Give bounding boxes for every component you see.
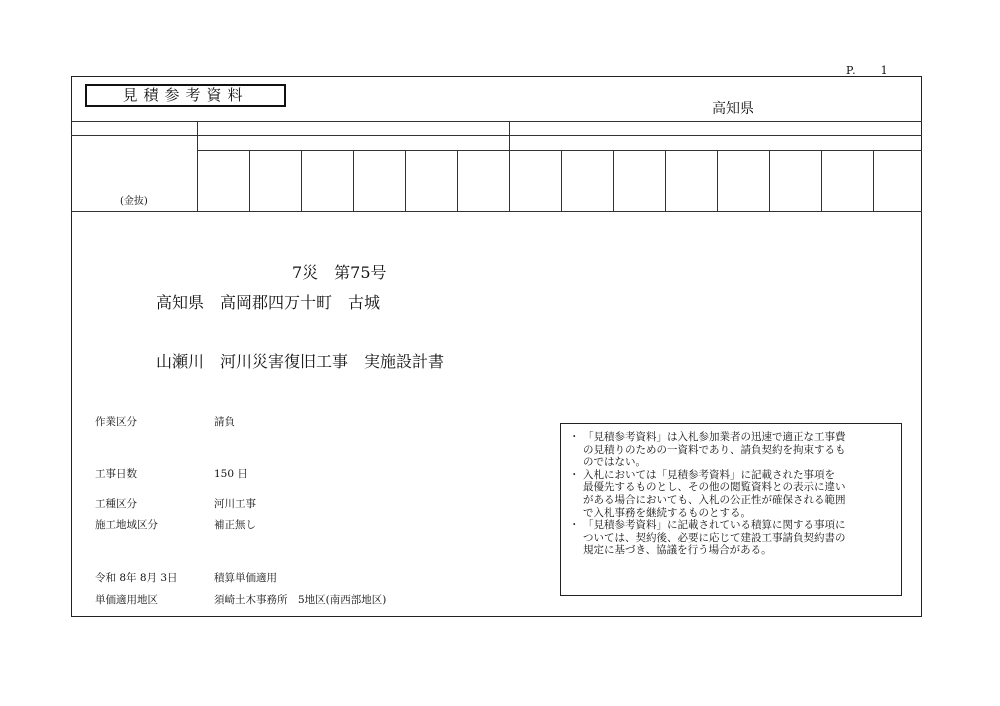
grid-line [457, 150, 458, 211]
prefecture-name: 高知県 [712, 101, 754, 117]
page-number: P. 1 [846, 64, 889, 77]
notice-text: 「見積参考資料」に記載されている積算に関する事項に ついては、契約後、必要に応じて建設工事請負契約書の 規定に基づき、協議を行う場合がある。 [583, 519, 846, 557]
bullet-mark: ・ [569, 519, 580, 532]
grid-line [665, 150, 666, 211]
notice-item [569, 431, 895, 469]
grid-line [769, 150, 770, 211]
project-name: 山瀬川 河川災害復旧工事 実施設計書 [156, 352, 445, 371]
amount-excluded-note: (金抜) [120, 196, 148, 207]
detail-label-date: 令和 8年 8月 3日 [95, 572, 178, 584]
grid-line [821, 150, 822, 211]
detail-value-work-days: 150 日 [214, 468, 248, 480]
detail-label-area-category: 施工地域区分 [95, 519, 158, 531]
grid-line [509, 121, 510, 211]
detail-value-price-district: 須崎土木事務所 5地区(南西部地区) [214, 594, 387, 606]
grid-line [561, 150, 562, 211]
grid-line [717, 150, 718, 211]
grid-line [71, 135, 922, 136]
bullet-mark: ・ [569, 431, 580, 443]
grid-line [197, 121, 198, 211]
detail-label-work-category: 作業区分 [95, 416, 137, 428]
notice-item [569, 519, 895, 557]
detail-value-work-type: 河川工事 [214, 498, 256, 510]
grid-line [405, 150, 406, 211]
bullet-mark: ・ [569, 468, 580, 481]
notice-box [560, 423, 902, 596]
grid-line [197, 150, 922, 151]
project-location: 高知県 高岡郡四万十町 古城 [156, 293, 381, 312]
detail-value-unit-price: 積算単価適用 [214, 572, 277, 584]
notice-text: 入札においては「見積参考資料」に記載された事項を 最優先するものとし、その他の閲覧資料との表示に違い がある場合においても、入札の公正性が確保される範囲 で入札事務を継続するものとする。 [583, 468, 846, 519]
detail-value-area-category: 補正無し [214, 519, 256, 531]
grid-line [249, 150, 250, 211]
detail-value-work-category: 請負 [214, 416, 235, 428]
grid-line [71, 121, 922, 122]
notice-item [569, 469, 895, 519]
grid-line [873, 150, 874, 211]
grid-line [71, 211, 922, 212]
detail-label-price-district: 単価適用地区 [95, 594, 158, 606]
document-title: 見積参考資料 [85, 84, 286, 107]
detail-label-work-days: 工事日数 [95, 468, 137, 480]
grid-line [613, 150, 614, 211]
grid-line [301, 150, 302, 211]
notice-text: 「見積参考資料」は入札参加業者の迅速で適正な工事費 の見積りのための一資料であり、請負契約を拘束するも のではない。 [583, 431, 846, 469]
grid-line [353, 150, 354, 211]
project-number: 7災 第75号 [292, 263, 387, 282]
detail-label-work-type: 工種区分 [95, 498, 137, 510]
